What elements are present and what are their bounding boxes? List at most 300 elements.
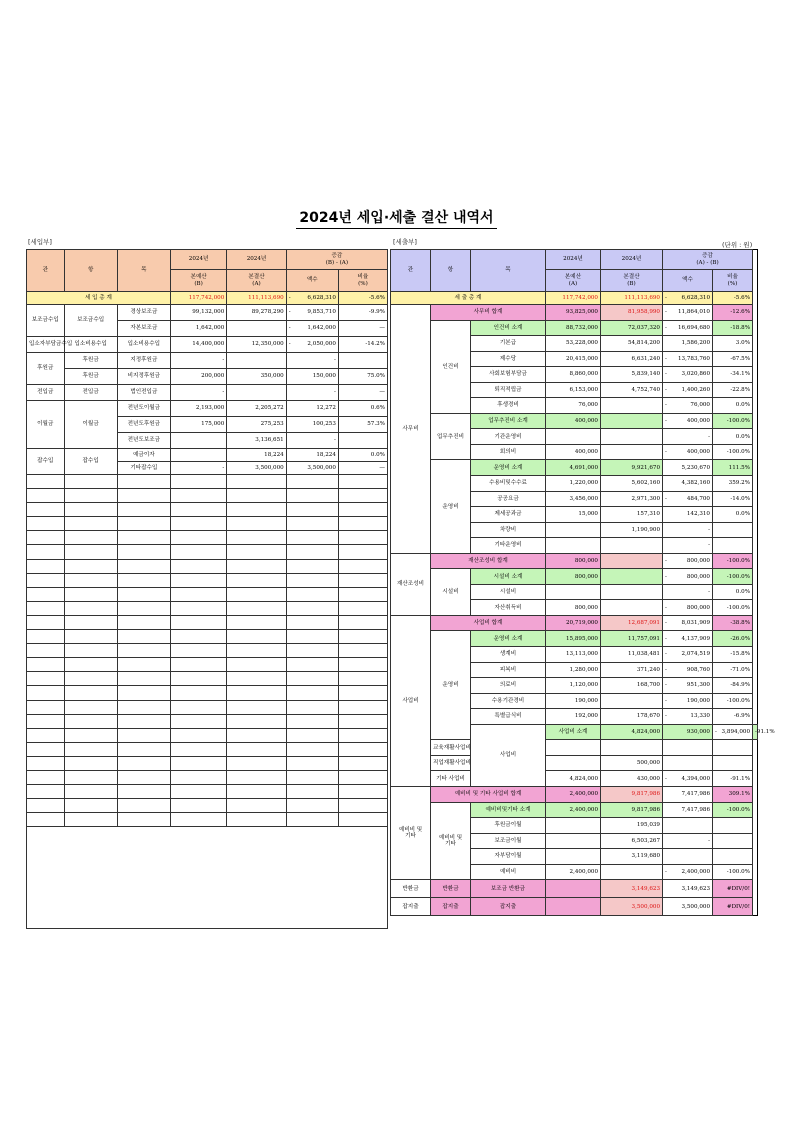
expense-settle xyxy=(601,864,663,880)
col-amount: 액수 xyxy=(286,270,338,292)
expense-diff: - 13,783,760 xyxy=(663,351,713,367)
expense-diff: - 11,864,010 xyxy=(663,305,713,321)
expense-diff: - 951,300 xyxy=(663,678,713,694)
expense-mok: 수용기관경비 xyxy=(471,693,546,709)
income-ratio xyxy=(338,433,387,449)
exp-col-budget: 본예산 (A) xyxy=(546,270,601,292)
expense-diff: - 8,031,909 xyxy=(663,615,713,631)
income-empty-row xyxy=(27,770,388,784)
expense-hang: 운영비 xyxy=(431,460,471,553)
expense-ratio: -100.0% xyxy=(713,553,753,569)
col-ratio: 비율 (%) xyxy=(338,270,387,292)
expense-mok: 보조금이월 xyxy=(471,833,546,849)
income-empty-row xyxy=(27,672,388,686)
expense-mok: 인건비 소계 xyxy=(471,320,546,336)
expense-settle: 2,971,300 xyxy=(601,491,663,507)
expense-mok: 시설비 소계 xyxy=(471,569,546,585)
income-hang: 후원금 xyxy=(64,353,117,369)
expense-settle: 3,500,000 xyxy=(601,898,663,916)
expense-table xyxy=(390,249,775,916)
expense-budget: 4,824,000 xyxy=(546,771,601,787)
income-budget: 175,000 xyxy=(170,417,226,433)
income-settle xyxy=(227,385,286,401)
expense-mok: 사무비 합계 xyxy=(431,305,546,321)
expense-ratio: -84.9% xyxy=(713,678,753,694)
expense-diff: - 400,000 xyxy=(663,444,713,460)
expense-row xyxy=(391,802,758,818)
expense-budget: 800,000 xyxy=(546,600,601,616)
income-empty-row xyxy=(27,686,388,700)
expense-mok: 사회보험부담금 xyxy=(471,367,546,383)
expense-diff xyxy=(663,849,713,865)
income-diff: - xyxy=(286,353,338,369)
income-budget: 1,642,000 xyxy=(170,321,226,337)
income-mok: 전년도후원금 xyxy=(117,417,170,433)
income-ratio: 0.0% xyxy=(338,449,387,462)
income-gwan: 보조금수입 xyxy=(27,305,65,337)
income-row xyxy=(27,401,388,417)
expense-ratio: -71.0% xyxy=(713,662,753,678)
expense-ratio: -91.1% xyxy=(713,771,753,787)
expense-mok: 사업비 합계 xyxy=(431,615,546,631)
expense-budget xyxy=(546,740,601,756)
expense-settle: 81,958,990 xyxy=(601,305,663,321)
expense-budget: 1,120,000 xyxy=(546,678,601,694)
exp-col-hang: 항 xyxy=(431,250,471,292)
expense-diff: - 3,894,000 xyxy=(713,724,753,740)
income-empty-row xyxy=(27,813,388,827)
expense-diff: - 484,700 xyxy=(663,491,713,507)
expense-ratio xyxy=(713,755,753,771)
exp-col-amount: 액수 xyxy=(663,270,713,292)
expense-diff: - 400,000 xyxy=(663,413,713,429)
income-ratio: -14.2% xyxy=(338,337,387,353)
expense-ratio xyxy=(713,522,753,538)
expense-gwan: 반환금 xyxy=(391,880,431,898)
expense-row xyxy=(391,413,758,429)
income-hang: 잡수입 xyxy=(64,449,117,475)
expense-budget: 6,153,000 xyxy=(546,382,601,398)
income-empty-row xyxy=(27,531,388,545)
income-empty-row xyxy=(27,700,388,714)
expense-mok: 재산조성비 합계 xyxy=(431,553,546,569)
income-ratio xyxy=(338,353,387,369)
exp-col-year-b: 2024년 xyxy=(601,250,663,270)
expense-settle: 195,039 xyxy=(601,818,663,834)
expense-mok: 운영비 소계 xyxy=(471,460,546,476)
income-gwan: 이월금 xyxy=(27,401,65,449)
expense-settle: 371,240 xyxy=(601,662,663,678)
income-ratio: 57.3% xyxy=(338,417,387,433)
expense-row xyxy=(391,771,758,787)
expense-ratio: -34.1% xyxy=(713,367,753,383)
income-row xyxy=(27,449,388,462)
expense-settle: 4,752,740 xyxy=(601,382,663,398)
expense-mok: 업무추진비 소계 xyxy=(471,413,546,429)
expense-diff: - 2,074,519 xyxy=(663,647,713,663)
expense-hang: 운영비 xyxy=(431,631,471,740)
expense-ratio: -100.0% xyxy=(713,802,753,818)
expense-diff: 7,417,986 xyxy=(663,786,713,802)
expense-settle: 12,687,091 xyxy=(601,615,663,631)
expense-diff: 4,382,160 xyxy=(663,476,713,492)
expense-ratio: -18.8% xyxy=(713,320,753,336)
income-empty-row xyxy=(27,615,388,629)
expense-row xyxy=(391,631,758,647)
exp-col-diff: 증감 (A) - (B) xyxy=(663,250,753,270)
expense-ratio: 3.0% xyxy=(713,336,753,352)
income-mok: 예금이자 xyxy=(117,449,170,462)
expense-diff: - xyxy=(663,522,713,538)
expense-settle: 9,817,986 xyxy=(601,802,663,818)
expense-budget: 4,691,000 xyxy=(546,460,601,476)
expense-settle xyxy=(601,413,663,429)
income-gwan: 후원금 xyxy=(27,353,65,385)
income-label: [세입부] xyxy=(28,238,52,246)
expense-ratio xyxy=(713,538,753,554)
col-diff: 증감 (B) - (A) xyxy=(286,250,387,270)
income-budget: 2,193,000 xyxy=(170,401,226,417)
expense-mok: 차량비 xyxy=(471,522,546,538)
expense-diff: 142,310 xyxy=(663,507,713,523)
expense-mok: 기타 사업비 xyxy=(431,771,471,787)
expense-budget: 800,000 xyxy=(546,569,601,585)
expense-budget: 192,000 xyxy=(546,709,601,725)
expense-diff: - xyxy=(663,584,713,600)
expense-settle xyxy=(601,693,663,709)
income-hang: 이월금 xyxy=(64,401,117,449)
expense-diff: - xyxy=(663,429,713,445)
expense-settle: 9,817,986 xyxy=(601,786,663,802)
expense-budget: 8,860,000 xyxy=(546,367,601,383)
income-settle: 18,224 xyxy=(227,449,286,462)
expense-settle: 5,839,140 xyxy=(601,367,663,383)
expense-budget: 20,415,000 xyxy=(546,351,601,367)
expense-diff: - xyxy=(663,833,713,849)
expense-settle xyxy=(601,429,663,445)
expense-row xyxy=(391,880,758,898)
income-empty-row xyxy=(27,714,388,728)
income-empty-row xyxy=(27,545,388,559)
income-empty-row xyxy=(27,489,388,503)
expense-mok: 퇴직적립금 xyxy=(471,382,546,398)
income-mok: 경상보조금 xyxy=(117,305,170,321)
income-budget: 14,400,000 xyxy=(170,337,226,353)
income-diff: 3,500,000 xyxy=(286,462,338,475)
expense-mok: 기관운영비 xyxy=(471,429,546,445)
expense-row xyxy=(391,553,758,569)
col-gwan: 관 xyxy=(27,250,65,292)
income-settle xyxy=(227,353,286,369)
income-mok: 전년도이월금 xyxy=(117,401,170,417)
expense-settle: 54,814,200 xyxy=(601,336,663,352)
expense-diff: - 2,400,000 xyxy=(663,864,713,880)
expense-hang: 시설비 xyxy=(431,569,471,616)
expense-mok: 기본급 xyxy=(471,336,546,352)
expense-diff: - 800,000 xyxy=(663,569,713,585)
expense-diff: - 4,137,909 xyxy=(663,631,713,647)
expense-settle: 11,757,091 xyxy=(601,631,663,647)
col-budget: 본예산 (B) xyxy=(170,270,226,292)
income-budget: 200,000 xyxy=(170,369,226,385)
expense-budget: 2,400,000 xyxy=(546,802,601,818)
expense-ratio: 0.0% xyxy=(713,429,753,445)
expense-row xyxy=(391,569,758,585)
expense-hang: 업무추진비 xyxy=(431,413,471,460)
expense-ratio: 111.5% xyxy=(713,460,753,476)
expense-ratio: -100.0% xyxy=(713,600,753,616)
income-total-row: 세 입 총 계 117,742,000 111,113,690 - 6,628,310 -5.6% xyxy=(27,292,388,305)
expense-budget: 4,824,000 xyxy=(601,724,663,740)
expense-mok: 운영비 소계 xyxy=(471,631,546,647)
income-row xyxy=(27,305,388,321)
income-hang: 보조금수입 xyxy=(64,305,117,337)
income-row xyxy=(27,353,388,369)
expense-settle: 1,190,900 xyxy=(601,522,663,538)
expense-diff: - 3,020,860 xyxy=(663,367,713,383)
expense-mok: 보조금 반환금 xyxy=(471,880,546,898)
expense-gwan: 재산조성비 xyxy=(391,553,431,615)
expense-ratio: -14.0% xyxy=(713,491,753,507)
exp-col-ratio: 비율 (%) xyxy=(713,270,753,292)
exp-col-mok: 목 xyxy=(471,250,546,292)
expense-mok: 제수당 xyxy=(471,351,546,367)
expense-ratio: #DIV/0! xyxy=(713,898,753,916)
expense-ratio: -6.9% xyxy=(713,709,753,725)
expense-budget: 2,400,000 xyxy=(546,786,601,802)
expense-budget xyxy=(546,755,601,771)
income-settle xyxy=(227,321,286,337)
expense-mok: 시설비 xyxy=(471,584,546,600)
expense-settle xyxy=(601,584,663,600)
expense-budget xyxy=(546,880,601,898)
expense-budget: 15,895,000 xyxy=(546,631,601,647)
income-ratio: — xyxy=(338,321,387,337)
income-empty-row xyxy=(27,517,388,531)
expense-ratio: #DIV/0! xyxy=(713,880,753,898)
expense-row xyxy=(391,460,758,476)
expense-diff: 3,500,000 xyxy=(663,898,713,916)
expense-settle: 157,310 xyxy=(601,507,663,523)
exp-col-year-a: 2024년 xyxy=(546,250,601,270)
income-empty-row xyxy=(27,475,388,489)
expense-ratio: -38.8% xyxy=(713,615,753,631)
expense-settle xyxy=(601,600,663,616)
expense-settle: 168,700 xyxy=(601,678,663,694)
exp-col-gwan: 관 xyxy=(391,250,431,292)
expense-ratio: -100.0% xyxy=(713,569,753,585)
income-row xyxy=(27,385,388,401)
income-mok: 입소비용수입 xyxy=(117,337,170,353)
expense-mok: 직업재활사업비 xyxy=(431,755,471,771)
expense-mok: 자산취득비 xyxy=(471,600,546,616)
income-empty-row xyxy=(27,559,388,573)
income-budget: - xyxy=(170,385,226,401)
expense-mok: 특별급식비 xyxy=(471,709,546,725)
income-diff: 18,224 xyxy=(286,449,338,462)
expense-hang: 반환금 xyxy=(431,880,471,898)
expense-diff: - 16,694,680 xyxy=(663,320,713,336)
expense-gwan: 사업비 xyxy=(391,615,431,786)
expense-budget: 15,000 xyxy=(546,507,601,523)
income-gwan: 잡수입 xyxy=(27,449,65,475)
income-mok: 법인전입금 xyxy=(117,385,170,401)
expense-budget xyxy=(546,898,601,916)
income-empty-row xyxy=(27,587,388,601)
income-diff: 150,000 xyxy=(286,369,338,385)
expense-row xyxy=(391,320,758,336)
expense-budget: 190,000 xyxy=(546,693,601,709)
exp-col-settle: 본결산 (B) xyxy=(601,270,663,292)
income-budget: - xyxy=(170,462,226,475)
expense-settle: 3,149,623 xyxy=(601,880,663,898)
expense-row xyxy=(391,898,758,916)
expense-row xyxy=(391,305,758,321)
expense-mok: 피복비 xyxy=(471,662,546,678)
income-empty-row xyxy=(27,658,388,672)
income-empty-row xyxy=(27,785,388,799)
income-budget: - xyxy=(170,353,226,369)
expense-settle xyxy=(601,444,663,460)
income-budget: 99,132,000 xyxy=(170,305,226,321)
expense-diff: - 1,400,260 xyxy=(663,382,713,398)
expense-ratio: -22.8% xyxy=(713,382,753,398)
income-diff: - 9,853,710 xyxy=(286,305,338,321)
expense-budget: 800,000 xyxy=(546,553,601,569)
expense-diff xyxy=(663,755,713,771)
expense-ratio: 0.0% xyxy=(713,398,753,414)
expense-settle: 6,631,240 xyxy=(601,351,663,367)
expense-budget xyxy=(546,833,601,849)
income-diff: - 1,642,000 xyxy=(286,321,338,337)
expense-diff: - 908,760 xyxy=(663,662,713,678)
income-empty-row xyxy=(27,601,388,615)
expense-diff: - 800,000 xyxy=(663,600,713,616)
expense-budget: 400,000 xyxy=(546,444,601,460)
income-diff: 100,253 xyxy=(286,417,338,433)
expense-ratio: -67.5% xyxy=(713,351,753,367)
income-gwan: 입소자부담금수입 xyxy=(27,337,65,353)
income-ratio: — xyxy=(338,462,387,475)
income-hang: 후원금 xyxy=(64,369,117,385)
expense-ratio: -100.0% xyxy=(713,413,753,429)
expense-settle: 9,921,670 xyxy=(601,460,663,476)
income-empty-row xyxy=(27,728,388,742)
expense-settle xyxy=(601,740,663,756)
expense-mok: 예비비 xyxy=(471,864,546,880)
expense-ratio xyxy=(713,849,753,865)
expense-budget: 2,400,000 xyxy=(546,864,601,880)
expense-mok: 회의비 xyxy=(471,444,546,460)
expense-budget: 20,719,000 xyxy=(546,615,601,631)
expense-mok: 잡지출 xyxy=(471,898,546,916)
income-settle: 350,000 xyxy=(227,369,286,385)
expense-ratio: -100.0% xyxy=(713,693,753,709)
income-settle: 3,136,651 xyxy=(227,433,286,449)
col-settle: 본결산 (A) xyxy=(227,270,286,292)
expense-mok: 자부담이월 xyxy=(471,849,546,865)
income-settle: 2,205,272 xyxy=(227,401,286,417)
expense-row xyxy=(391,615,758,631)
expense-budget xyxy=(546,522,601,538)
expense-ratio: 309.1% xyxy=(713,786,753,802)
expense-settle xyxy=(601,553,663,569)
expense-mok: 생계비 xyxy=(471,647,546,663)
income-empty-row xyxy=(27,756,388,770)
expense-settle: 5,602,160 xyxy=(601,476,663,492)
income-settle: 12,350,000 xyxy=(227,337,286,353)
expense-row xyxy=(391,786,758,802)
expense-settle: 178,670 xyxy=(601,709,663,725)
expense-settle: 11,038,481 xyxy=(601,647,663,663)
income-row xyxy=(27,369,388,385)
expense-hang: 인건비 xyxy=(431,320,471,413)
income-diff: 12,272 xyxy=(286,401,338,417)
expense-diff: - 800,000 xyxy=(663,553,713,569)
expense-ratio: -100.0% xyxy=(713,444,753,460)
expense-hang: 예비비 및 기타 xyxy=(431,802,471,880)
expense-budget: 400,000 xyxy=(546,413,601,429)
expense-diff: - 190,000 xyxy=(663,693,713,709)
income-mok: 전년도보조금 xyxy=(117,433,170,449)
col-mok: 목 xyxy=(117,250,170,292)
expense-settle: 3,119,680 xyxy=(601,849,663,865)
expense-hang: 잡지출 xyxy=(431,898,471,916)
income-empty-row xyxy=(27,573,388,587)
expense-ratio: 0.0% xyxy=(713,584,753,600)
expense-settle xyxy=(601,569,663,585)
expense-budget: 1,280,000 xyxy=(546,662,601,678)
expense-mok: 제세공과금 xyxy=(471,507,546,523)
income-settle: 3,500,000 xyxy=(227,462,286,475)
expense-budget xyxy=(546,538,601,554)
expense-ratio xyxy=(713,818,753,834)
expense-mok: 후원금이월 xyxy=(471,818,546,834)
col-year-b: 2024년 xyxy=(170,250,226,270)
expense-settle: 500,000 xyxy=(601,755,663,771)
expense-budget: 1,220,000 xyxy=(546,476,601,492)
expense-diff: - 4,394,000 xyxy=(663,771,713,787)
expense-ratio: 359.2% xyxy=(713,476,753,492)
expense-diff: 3,149,623 xyxy=(663,880,713,898)
expense-diff: - 76,000 xyxy=(663,398,713,414)
expense-settle xyxy=(601,398,663,414)
expense-mok: 교육재활사업비 xyxy=(431,740,471,756)
expense-gwan: 사무비 xyxy=(391,305,431,554)
expense-mok: 사업비 소계 xyxy=(546,724,601,740)
expense-ratio: -15.8% xyxy=(713,647,753,663)
expense-mok: 기타운영비 xyxy=(471,538,546,554)
income-diff: - xyxy=(286,385,338,401)
expense-ratio: -100.0% xyxy=(713,864,753,880)
income-ratio: 75.0% xyxy=(338,369,387,385)
expense-ratio xyxy=(713,833,753,849)
expense-ratio: -91.1% xyxy=(753,724,758,740)
income-empty-row xyxy=(27,644,388,658)
expense-diff: 7,417,986 xyxy=(663,802,713,818)
expense-settle: 72,037,320 xyxy=(601,320,663,336)
expense-budget xyxy=(546,818,601,834)
expense-budget: 88,732,000 xyxy=(546,320,601,336)
income-diff: - 2,050,000 xyxy=(286,337,338,353)
expense-budget: 13,113,000 xyxy=(546,647,601,663)
expense-settle: 6,503,267 xyxy=(601,833,663,849)
income-empty-row xyxy=(27,742,388,756)
income-mok: 비지정후원금 xyxy=(117,369,170,385)
expense-budget: 3,456,000 xyxy=(546,491,601,507)
expense-mok: 예비비및기타 소계 xyxy=(471,802,546,818)
expense-budget xyxy=(546,849,601,865)
